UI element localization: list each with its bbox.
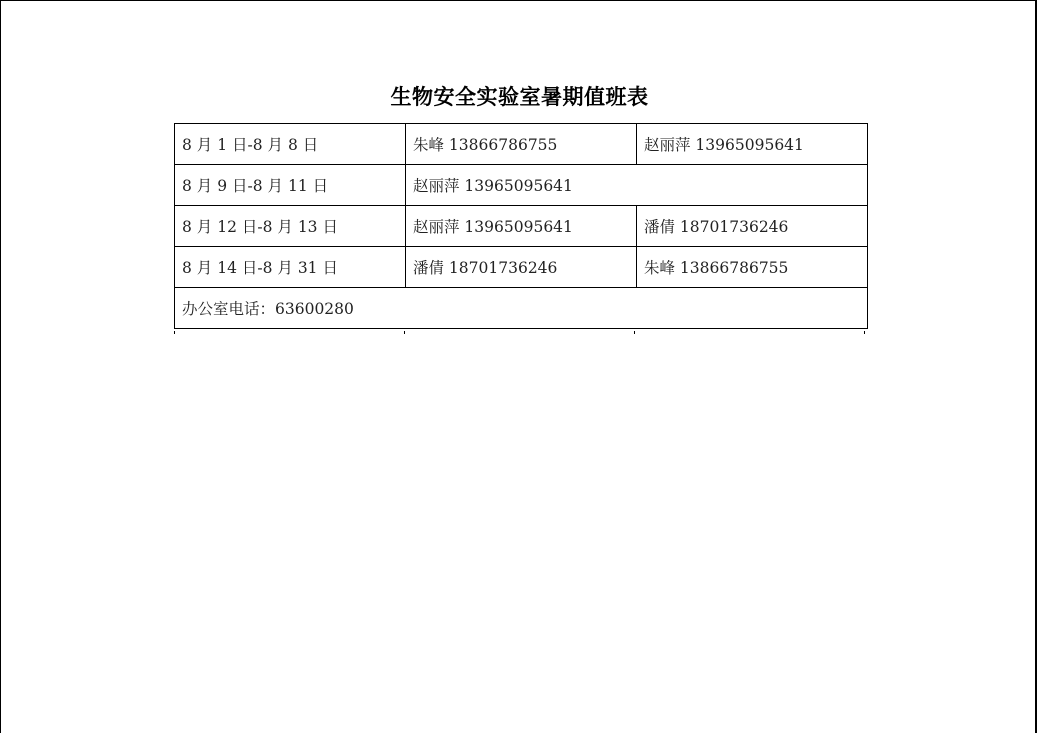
duty-person-cell: 赵丽萍 13965095641 (406, 206, 637, 247)
table-row (175, 206, 868, 247)
column-tick (404, 331, 405, 334)
page-title: 生物安全实验室暑期值班表 (390, 85, 649, 109)
duty-person-cell: 赵丽萍 13965095641 (406, 165, 868, 206)
duty-roster-table (174, 123, 868, 329)
table-bottom-ticks (174, 331, 865, 335)
column-tick (634, 331, 635, 334)
office-phone-cell: 办公室电话：63600280 (175, 288, 868, 329)
date-range-cell: 8 月 1 日-8 月 8 日 (175, 124, 406, 165)
table-row (175, 288, 868, 329)
date-range-cell: 8 月 14 日-8 月 31 日 (175, 247, 406, 288)
table-row (175, 165, 868, 206)
date-range-cell: 8 月 12 日-8 月 13 日 (175, 206, 406, 247)
date-range-cell: 8 月 9 日-8 月 11 日 (175, 165, 406, 206)
column-tick (174, 331, 175, 334)
duty-person-cell: 朱峰 13866786755 (406, 124, 637, 165)
table-row (175, 124, 868, 165)
duty-person-cell: 赵丽萍 13965095641 (637, 124, 868, 165)
duty-person-cell: 潘倩 18701736246 (406, 247, 637, 288)
table-row (175, 247, 868, 288)
duty-person-cell: 潘倩 18701736246 (637, 206, 868, 247)
column-tick (864, 331, 865, 334)
duty-person-cell: 朱峰 13866786755 (637, 247, 868, 288)
